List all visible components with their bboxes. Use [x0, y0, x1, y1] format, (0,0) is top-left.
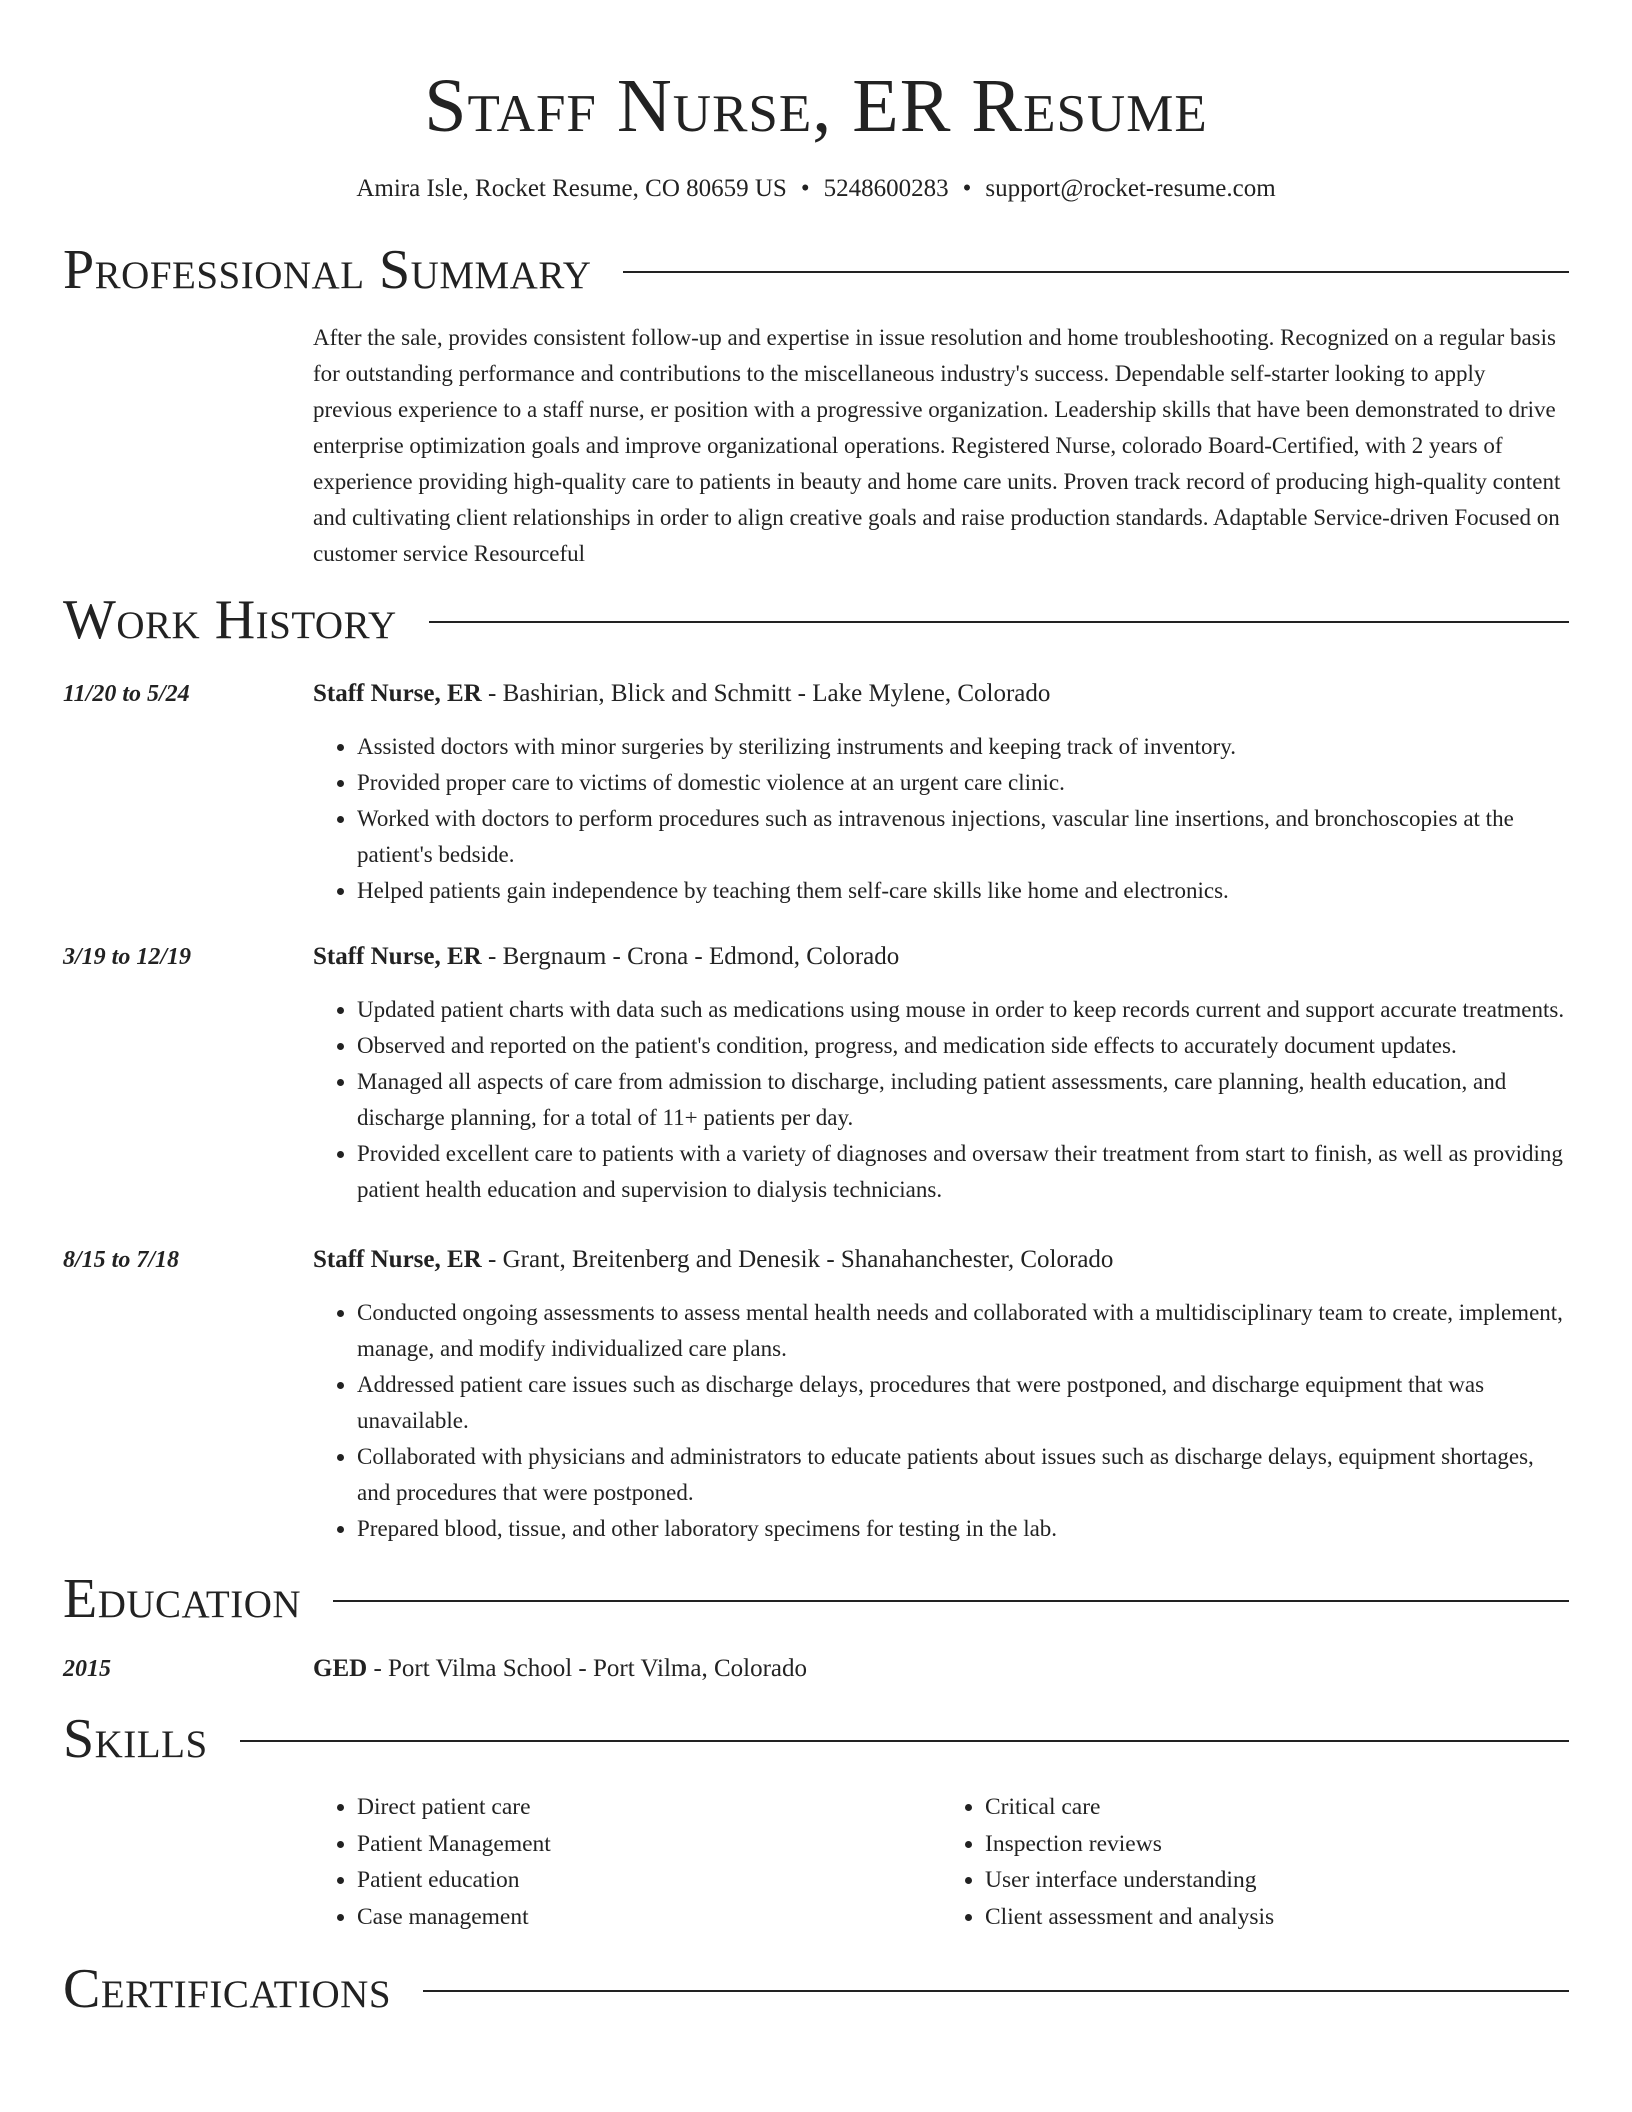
job-heading	[313, 939, 1569, 975]
section-divider	[333, 1600, 1569, 1602]
job-date: 3/19 to 12/19	[63, 944, 192, 970]
job-employer: - Grant, Breitenberg and Denesik - Shanahanchester, Colorado	[481, 1246, 1114, 1273]
job-employer: - Bergnaum - Crona - Edmond, Colorado	[481, 943, 900, 970]
job-bullets	[313, 1295, 1569, 1547]
contact-address: Amira Isle, Rocket Resume, CO 80659 US	[356, 175, 787, 202]
summary-heading: Professional Summary	[63, 239, 592, 301]
job-date: 11/20 to 5/24	[63, 681, 190, 707]
job-bullets	[313, 729, 1569, 909]
certifications-heading: Certifications	[63, 1958, 392, 2020]
education-date: 2015	[63, 1656, 111, 1682]
work-heading: Work History	[63, 589, 397, 651]
work-section-header	[63, 590, 1569, 650]
job-entry	[63, 676, 1569, 909]
section-divider	[240, 1740, 1569, 1742]
job-entry	[63, 1242, 1569, 1547]
skills-list	[313, 1789, 1569, 1935]
skill-item: • User interface understanding	[985, 1862, 1569, 1899]
section-divider	[429, 621, 1569, 623]
list-item: • Conducted ongoing assessments to assess mental health needs and collaborated with a multidisciplinary team to create, implement, manage, and modify individualized care plans.	[357, 1295, 1569, 1367]
contact-line	[63, 172, 1569, 206]
skill-item: • Direct patient care	[357, 1789, 941, 1826]
contact-email[interactable]: support@rocket-resume.com	[985, 175, 1276, 202]
skill-item: • Case management	[357, 1899, 941, 1936]
list-item: • Addressed patient care issues such as discharge delays, procedures that were postponed, and discharge equipment that was unavailable.	[357, 1367, 1569, 1439]
skills-column-right	[941, 1789, 1569, 1935]
job-bullets	[313, 992, 1569, 1208]
skill-item: • Client assessment and analysis	[985, 1899, 1569, 1936]
section-divider	[423, 1990, 1569, 1992]
education-section-header	[63, 1569, 1569, 1629]
skill-item: • Critical care	[985, 1789, 1569, 1826]
section-divider	[623, 271, 1569, 273]
list-item: • Observed and reported on the patient's condition, progress, and medication side effects to accurately document updates.	[357, 1028, 1569, 1064]
education-heading: Education	[63, 1568, 302, 1630]
contact-separator: •	[800, 175, 810, 202]
job-date: 8/15 to 7/18	[63, 1247, 180, 1273]
education-entry	[63, 1651, 1569, 1687]
list-item: • Provided proper care to victims of domestic violence at an urgent care clinic.	[357, 765, 1569, 801]
list-item: • Provided excellent care to patients with a variety of diagnoses and oversaw their treatment from start to finish, as well as providing patient health education and supervision to dialysis technicians.	[357, 1136, 1569, 1208]
skills-section-header	[63, 1709, 1569, 1769]
page-title: Staff Nurse, ER Resume	[424, 64, 1208, 148]
job-heading	[313, 1242, 1569, 1278]
skills-column-left	[313, 1789, 941, 1935]
summary-section-header	[63, 240, 1569, 300]
list-item: • Managed all aspects of care from admission to discharge, including patient assessments, care planning, health education, and discharge planning, for a total of 11+ patients per day.	[357, 1064, 1569, 1136]
job-title: Staff Nurse, ER	[313, 1246, 482, 1273]
skill-item: • Patient Management	[357, 1826, 941, 1863]
job-title: Staff Nurse, ER	[313, 680, 482, 707]
job-employer: - Bashirian, Blick and Schmitt - Lake Mylene, Colorado	[481, 680, 1051, 707]
list-item: • Assisted doctors with minor surgeries by sterilizing instruments and keeping track of inventory.	[357, 729, 1569, 765]
summary-text: After the sale, provides consistent follow-up and expertise in issue resolution and home troubleshooting. Recognized on a regular basis for outstanding performance and contributions to the miscellaneous industry's success. Dependable self-starter looking to apply previous experience to a staff nurse, er position with a progressive organization. Leadership skills that have been demonstrated to drive enterprise optimization goals and improve organizational operations. Registered Nurse, colorado Board-Certified, with 2 years of experience providing high-quality care to patients in beauty and home care units. Proven track record of producing high-quality content and cultivating client relationships in order to align creative goals and raise production standards. Adaptable Service-driven Focused on customer service Resourceful	[313, 325, 1561, 566]
job-heading	[313, 676, 1569, 712]
list-item: • Prepared blood, tissue, and other laboratory specimens for testing in the lab.	[357, 1511, 1569, 1547]
skill-item: • Patient education	[357, 1862, 941, 1899]
education-degree: GED	[313, 1655, 368, 1682]
education-heading-line	[313, 1651, 1569, 1687]
skill-item: • Inspection reviews	[985, 1826, 1569, 1863]
job-title: Staff Nurse, ER	[313, 943, 482, 970]
skills-heading: Skills	[63, 1708, 208, 1770]
list-item: • Collaborated with physicians and administrators to educate patients about issues such as discharge delays, equipment shortages, and procedures that were postponed.	[357, 1439, 1569, 1511]
education-school: - Port Vilma School - Port Vilma, Colorado	[367, 1655, 807, 1682]
list-item: • Worked with doctors to perform procedures such as intravenous injections, vascular line insertions, and bronchoscopies at the patient's bedside.	[357, 801, 1569, 873]
list-item: • Helped patients gain independence by teaching them self-care skills like home and electronics.	[357, 873, 1569, 909]
job-entry	[63, 939, 1569, 1208]
contact-separator: •	[962, 175, 972, 202]
contact-phone: 5248600283	[823, 175, 949, 202]
certifications-section-header	[63, 1959, 1569, 2019]
list-item: • Updated patient charts with data such as medications using mouse in order to keep records current and support accurate treatments.	[357, 992, 1569, 1028]
